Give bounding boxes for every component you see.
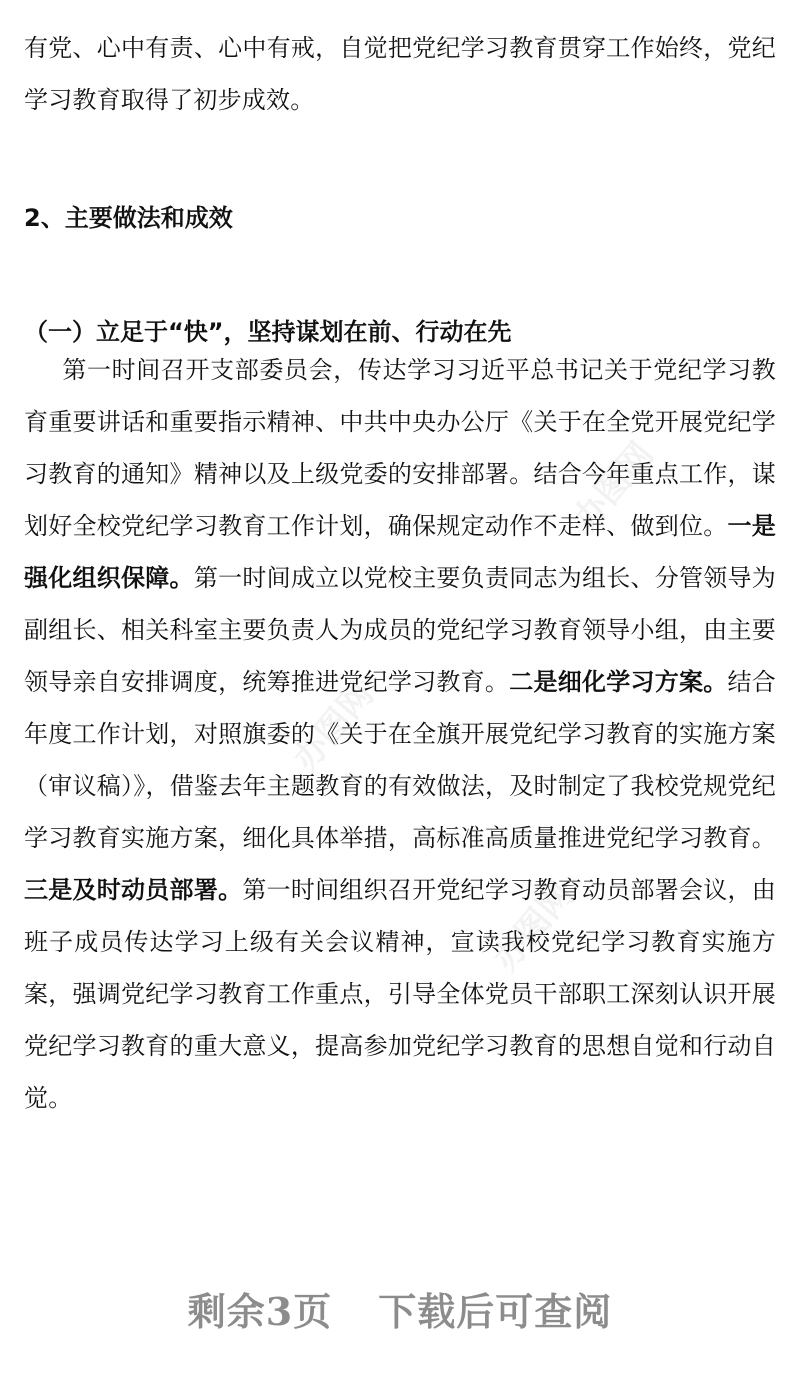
- body-paragraph: [24, 344, 776, 1124]
- intro-paragraph-tail: 有党、心中有责、心中有戒，自觉把党纪学习教育贯穿工作始终，党纪学习教育取得了初步成效。: [24, 34, 776, 114]
- point3-text: 第一时间组织召开党纪学习教育动员部署会议，由班子成员传达学习上级有关会议精神，宣读我校党纪学习教育实施方案，强调党纪学习教育工作重点，引导全体党员干部职工深刻认识开展党纪学习教育的重大意义，提高参加党纪学习教育的思想自觉和行动自觉。: [24, 876, 776, 1112]
- subsection-heading: （一）立足于“快”，坚持谋划在前、行动在先: [24, 318, 512, 346]
- remaining-pages-label: 剩余3页: [187, 1289, 333, 1334]
- body-lead: 第一时间召开支部委员会，传达学习习近平总书记关于党纪学习教育重要讲话和重要指示精神、中共中央办公厅《关于在全党开展党纪学习教育的通知》精神以及上级党委的安排部署。结合今年重点工作，谋划好全校党纪学习教育工作计划，确保规定动作不走样、做到位。: [24, 356, 776, 540]
- point2-title: 二是细化学习方案。: [509, 668, 728, 696]
- point1-text: 第一时间成立以党校主要负责同志为组长、分管领导为副组长、相关科室主要负责人为成员的党纪学习教育领导小组，由主要领导亲自安排调度，统筹推进党纪学习教育。: [24, 564, 776, 696]
- download-to-view-label: 下载后可查阅: [378, 1289, 613, 1334]
- point3-title: 三是及时动员部署。: [24, 876, 243, 904]
- remaining-pages-banner[interactable]: [0, 1284, 800, 1340]
- section-heading: 2、主要做法和成效: [24, 204, 233, 232]
- watermark: 办图网: [285, 674, 382, 779]
- watermark: 办图网: [485, 874, 582, 979]
- watermark: 办图网: [565, 434, 662, 539]
- point2-text: 结合年度工作计划，对照旗委的《关于在全旗开展党纪学习教育的实施方案（审议稿）》，借鉴去年主题教育的有效做法，及时制定了我校党规党纪学习教育实施方案，细化具体举措，高标准高质量推进党纪学习教育。: [24, 668, 776, 852]
- point1-title: 一是强化组织保障。: [24, 512, 776, 592]
